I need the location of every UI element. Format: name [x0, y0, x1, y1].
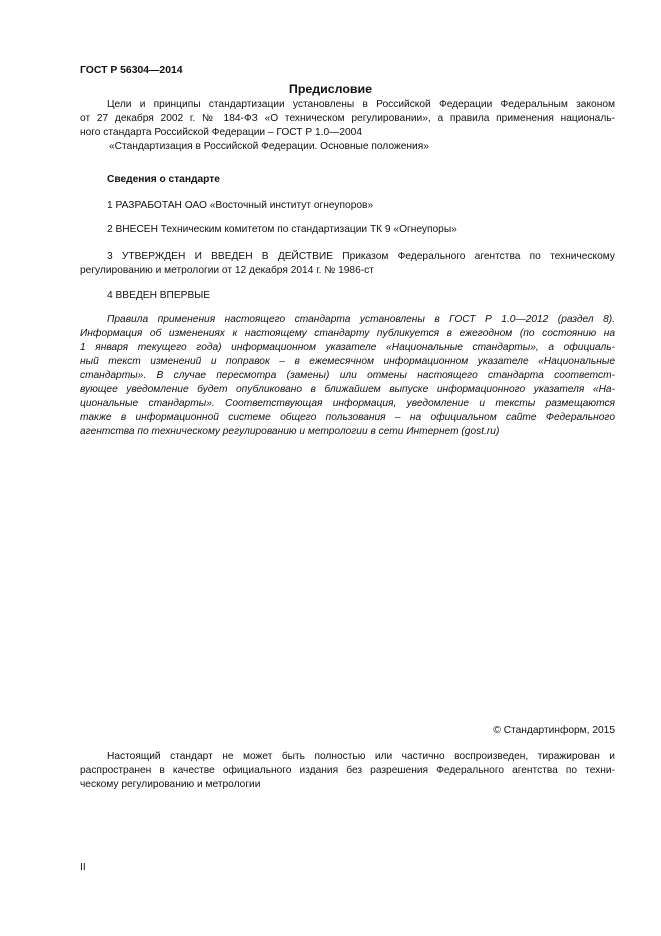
notice-line: Настоящий стандарт не может быть полностью или частично воспроизведен, тиражирован и: [107, 751, 615, 762]
info-item-3-line: регулированию и метрологии от 12 декабря 2014 г. № 1986-ст: [80, 265, 374, 276]
rules-line: Правила применения настоящего стандарта установлены в ГОСТ Р 1.0—2012 (раздел 8).: [107, 314, 615, 325]
copyright: © Стандартинформ, 2015: [493, 725, 615, 736]
rules-line: также в информационной системе общего пользования – на официальном сайте Федерального: [80, 412, 615, 423]
intro-line: от 27 декабря 2002 г. № 184-ФЗ «О техническом регулировании», а правила применения националь-: [80, 113, 615, 124]
intro-line: ного стандарта Российской Федерации – ГОСТ Р 1.0—2004: [80, 127, 362, 138]
info-item-1: 1 РАЗРАБОТАН ОАО «Восточный институт огнеупоров»: [107, 200, 374, 211]
intro-line: «Стандартизация в Российской Федерации. Основные положения»: [109, 141, 429, 152]
rules-line: циональные стандарты». Соответствующая информация, уведомление и тексты размещаются: [80, 398, 615, 409]
info-heading: Сведения о стандарте: [107, 174, 220, 185]
rules-line: стандарты». В случае пересмотра (замены) или отмены настоящего стандарта соответст-: [80, 370, 615, 381]
info-item-3-line: 3 УТВЕРЖДЕН И ВВЕДЕН В ДЕЙСТВИЕ Приказом Федерального агентства по техническому: [107, 251, 615, 262]
rules-line: вующее уведомление будет опубликовано в ближайшем выпуске информационного указателя «На-: [80, 384, 615, 395]
rules-line: ный текст изменений и поправок – в ежемесячном информационном указателе «Национальные: [80, 356, 615, 367]
page-number: II: [80, 862, 86, 873]
notice-line: распространен в качестве официального издания без разрешения Федерального агентства по техни-: [80, 765, 615, 776]
info-item-4: 4 ВВЕДЕН ВПЕРВЫЕ: [107, 290, 211, 301]
info-item-2: 2 ВНЕСЕН Техническим комитетом по стандартизации ТК 9 «Огнеупоры»: [107, 224, 457, 235]
rules-line: 1 января текущего года) информационном указателе «Национальные стандарты», а официаль-: [80, 342, 615, 353]
document-code: ГОСТ Р 56304—2014: [80, 65, 183, 76]
rules-line: агентства по техническому регулированию и метрологии в сети Интернет (gost.ru): [80, 426, 500, 437]
notice-line: ческому регулированию и метрологии: [80, 779, 261, 790]
intro-line: Цели и принципы стандартизации установлены в Российской Федерации Федеральным законом: [107, 99, 615, 110]
page-title: Предисловие: [288, 82, 373, 96]
rules-line: Информация об изменениях к настоящему стандарту публикуется в ежегодном (по состоянию на: [80, 328, 615, 339]
